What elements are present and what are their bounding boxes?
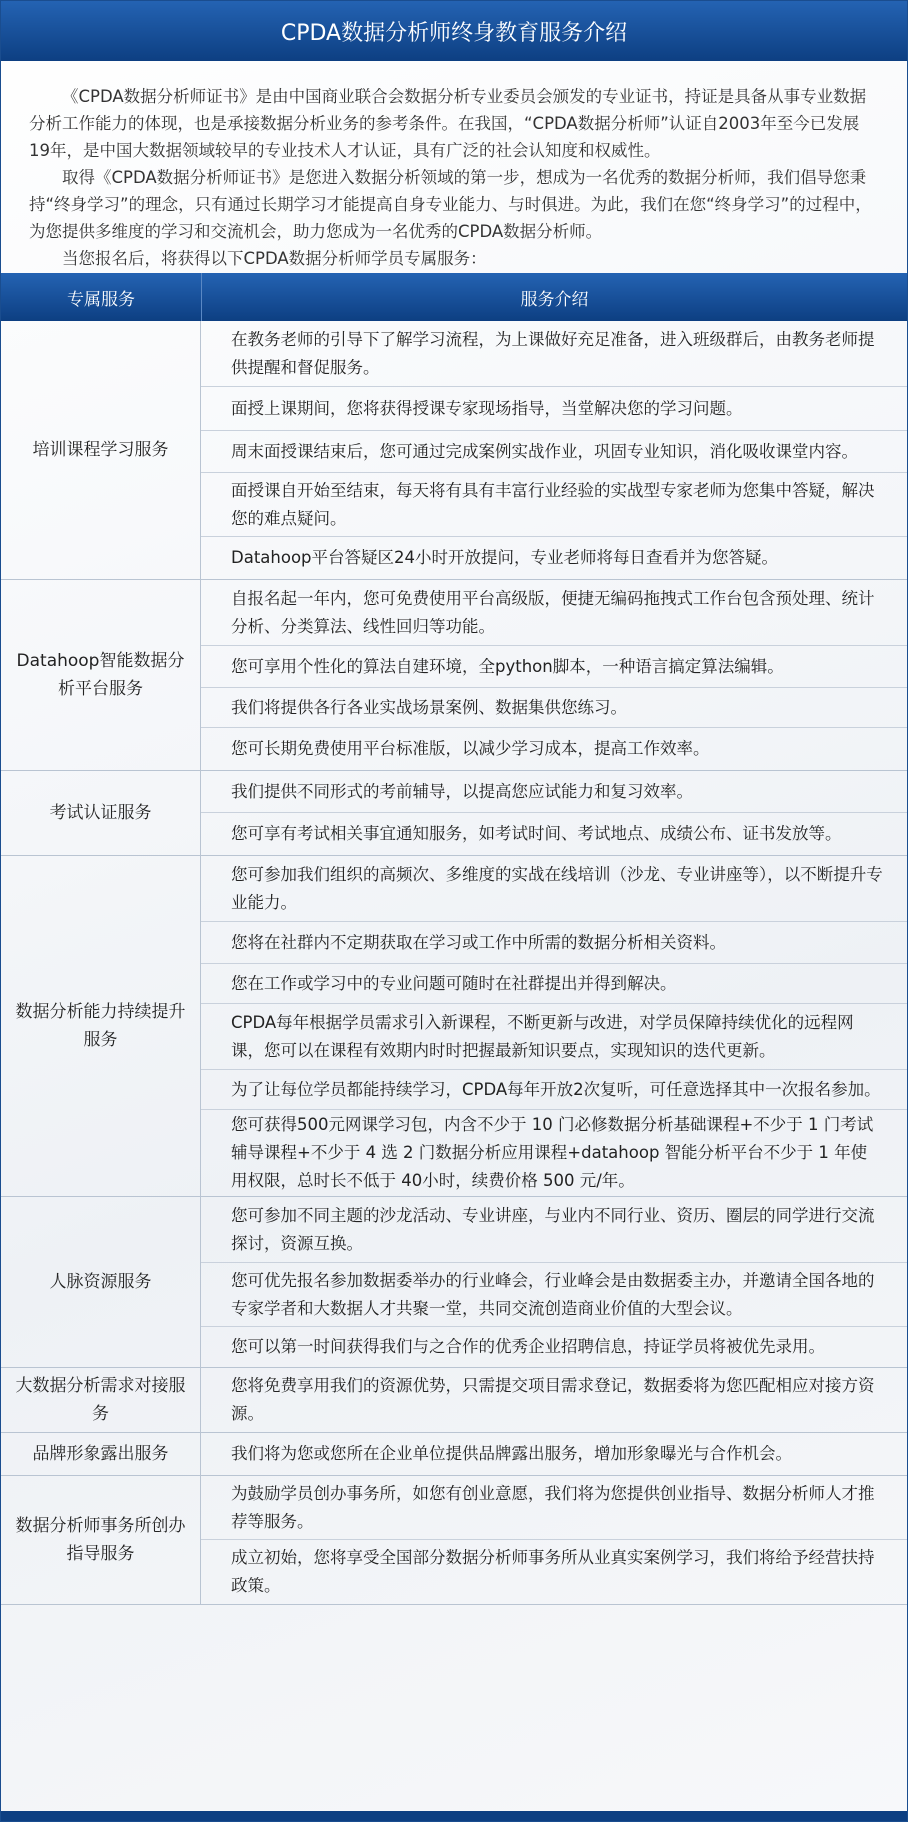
- service-item: CPDA每年根据学员需求引入新课程，不断更新与改进，对学员保障持续优化的远程网课，您可以在课程有效期内时时把握最新知识要点，实现知识的迭代更新。: [201, 1004, 907, 1070]
- service-items: [201, 1433, 907, 1475]
- bottom-bar: [1, 1811, 907, 1821]
- service-item: 您在工作或学习中的专业问题可随时在社群提出并得到解决。: [201, 964, 907, 1004]
- service-category: Datahoop智能数据分析平台服务: [1, 580, 201, 770]
- service-item: 周末面授课结束后，您可通过完成案例实战作业，巩固专业知识，消化吸收课堂内容。: [201, 431, 907, 473]
- service-group: [1, 321, 907, 580]
- service-item: 您可获得500元网课学习包，内含不少于 10 门必修数据分析基础课程+不少于 1 门考试辅导课程+不少于 4 选 2 门数据分析应用课程+datahoop 智能分析平台不少于 1 年使用权限，总时长不低于 40小时，续费价格 500 元/年。: [231, 1115, 874, 1190]
- service-item: 您将在社群内不定期获取在学习或工作中所需的数据分析相关资料。: [201, 922, 907, 964]
- intro-paragraph: 取得《CPDA数据分析师证书》是您进入数据分析领域的第一步，想成为一名优秀的数据分析师，我们倡导您秉持“终身学习”的理念，只有通过长期学习才能提高自身专业能力、与时俱进。为此，我们在您“终身学习”的过程中，为您提供多维度的学习和交流机会，助力您成为一名优秀的CPDA数据分析师。: [29, 168, 872, 241]
- service-category: 大数据分析需求对接服务: [1, 1368, 201, 1432]
- service-item: 成立初始，您将享受全国部分数据分析师事务所从业真实案例学习，我们将给予经营扶持政策。: [231, 1548, 875, 1595]
- service-item: Datahoop平台答疑区24小时开放提问，专业老师将每日查看并为您答疑。: [231, 548, 779, 567]
- intro-paragraph: 当您报名后，将获得以下CPDA数据分析师学员专属服务：: [62, 249, 487, 268]
- service-item: 面授上课期间，您将获得授课专家现场指导，当堂解决您的学习问题。: [201, 387, 907, 431]
- service-group: [1, 856, 907, 1197]
- service-group: [1, 1368, 907, 1433]
- service-item: 您可参加不同主题的沙龙活动、专业讲座，与业内不同行业、资历、圈层的同学进行交流探讨，资源互换。: [201, 1197, 907, 1263]
- service-group: [1, 580, 907, 771]
- service-item: 您将免费享用我们的资源优势，只需提交项目需求登记，数据委将为您匹配相应对接方资源。: [231, 1376, 875, 1423]
- service-category: 培训课程学习服务: [1, 321, 201, 579]
- service-item: 您可优先报名参加数据委举办的行业峰会，行业峰会是由数据委主办，并邀请全国各地的专家学者和大数据人才共聚一堂，共同交流创造商业价值的大型会议。: [201, 1263, 907, 1327]
- header-description: 服务介绍: [520, 289, 589, 310]
- service-item: 面授课自开始至结束，每天将有具有丰富行业经验的实战型专家老师为您集中答疑，解决您的难点疑问。: [201, 473, 907, 537]
- service-item: 在教务老师的引导下了解学习流程，为上课做好充足准备，进入班级群后，由教务老师提供提醒和督促服务。: [201, 321, 907, 387]
- service-table: [1, 321, 907, 1605]
- service-items: [201, 580, 907, 770]
- service-category: 数据分析师事务所创办指导服务: [1, 1476, 201, 1604]
- service-group: [1, 1433, 907, 1476]
- service-items: [201, 1476, 907, 1604]
- service-item: 我们提供不同形式的考前辅导，以提高您应试能力和复习效率。: [201, 771, 907, 813]
- service-item: 您可参加我们组织的高频次、多维度的实战在线培训（沙龙、专业讲座等），以不断提升专业能力。: [201, 856, 907, 922]
- header-service: 专属服务: [1, 273, 202, 321]
- intro-paragraph: 《CPDA数据分析师证书》是由中国商业联合会数据分析专业委员会颁发的专业证书，持证是具备从事专业数据分析工作能力的体现，也是承接数据分析业务的参考条件。在我国，“CPDA数据分析师”认证自2003年至今已发展19年，是中国大数据领域较早的专业技术人才认证，具有广泛的社会认知度和权威性。: [29, 87, 867, 160]
- service-items: [201, 321, 907, 579]
- service-item: 为鼓励学员创办事务所，如您有创业意愿，我们将为您提供创业指导、数据分析师人才推荐等服务。: [201, 1476, 907, 1540]
- service-item: 自报名起一年内，您可免费使用平台高级版，便捷无编码拖拽式工作台包含预处理、统计分析、分类算法、线性回归等功能。: [201, 580, 907, 646]
- service-item: 我们将提供各行各业实战场景案例、数据集供您练习。: [201, 688, 907, 728]
- service-item: 我们将为您或您所在企业单位提供品牌露出服务，增加形象曝光与合作机会。: [231, 1444, 792, 1463]
- service-item: 您可享有考试相关事宜通知服务，如考试时间、考试地点、成绩公布、证书发放等。: [231, 824, 842, 843]
- service-item: 您可享用个性化的算法自建环境，全python脚本，一种语言搞定算法编辑。: [201, 646, 907, 688]
- service-category: 品牌形象露出服务: [1, 1433, 201, 1475]
- service-group: [1, 1197, 907, 1368]
- service-items: [201, 1368, 907, 1432]
- service-items: [201, 1197, 907, 1367]
- service-group: [1, 771, 907, 856]
- service-item: 您可以第一时间获得我们与之合作的优秀企业招聘信息，持证学员将被优先录用。: [231, 1337, 825, 1356]
- service-items: [201, 771, 907, 855]
- service-item: 为了让每位学员都能持续学习，CPDA每年开放2次复听，可任意选择其中一次报名参加。: [201, 1070, 907, 1110]
- service-item: 您可长期免费使用平台标准版，以减少学习成本，提高工作效率。: [231, 739, 710, 758]
- service-category: 人脉资源服务: [1, 1197, 201, 1367]
- service-category: 数据分析能力持续提升服务: [1, 856, 201, 1196]
- service-category: 考试认证服务: [1, 771, 201, 855]
- service-items: [201, 856, 907, 1196]
- intro-text: [1, 61, 907, 273]
- page-title: CPDA数据分析师终身教育服务介绍: [1, 1, 907, 61]
- service-group: [1, 1476, 907, 1605]
- table-header: [1, 273, 907, 321]
